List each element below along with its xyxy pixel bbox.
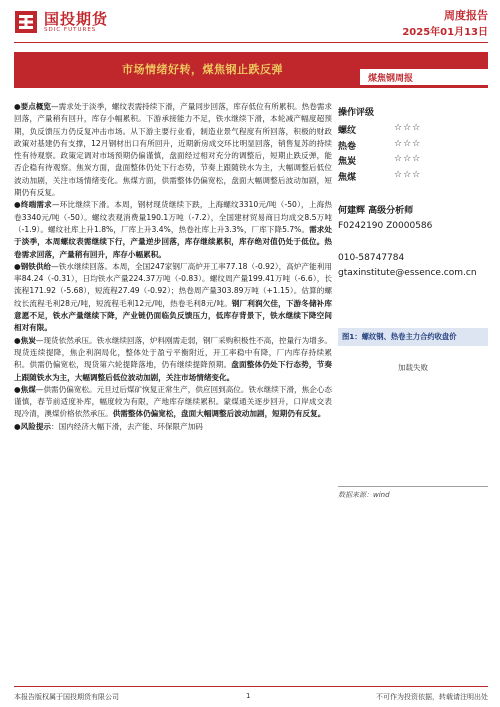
- rating-title: 操作评级: [338, 108, 375, 118]
- report-series-label: 煤焦钢周报: [368, 74, 414, 84]
- analyst-license: F0242190 Z0000586: [338, 221, 433, 231]
- report-title: 市场情绪好转，煤焦钢止跌反弹: [122, 63, 283, 76]
- rating-row-coking-coal: [338, 170, 488, 186]
- analyst-phone: 010-58747784: [338, 253, 405, 263]
- star-rating-icon: ☆☆☆: [394, 154, 422, 164]
- sidebar: [338, 105, 488, 278]
- analyst-name: 何建辉 高级分析师: [338, 206, 414, 216]
- section-text: —铁水继续回落。本周，全国247家钢厂高炉开工率77.18（-0.92），高炉产能利用率84.24（-0.31），日均铁水产量224.37万吨（-0.83）。螺纹周产量199.41万吨（-6.6），长流程171.92（-5.68），短流程27.49（-0.92）；热卷周产量303.89万吨（+1.15）。估算的螺纹长流程毛利28元/吨，短流程毛利12元/吨，热卷毛利8元/吨。: [14, 261, 332, 308]
- section-heading: 终端需求: [20, 200, 52, 210]
- sdic-logo-icon: [14, 10, 38, 34]
- figure-placeholder: 加载失败: [398, 363, 428, 372]
- rating-row-coke: [338, 154, 488, 170]
- section-conclusion: 需求处于淡季，本周螺纹表需继续下行，产量逆步回落，库存继续累积，库存绝对值仍处于低位。热卷需求回落，产量稍有回升，库存小幅累积。: [14, 224, 333, 259]
- section-conclusion: 钢厂利润欠佳，下游冬储补库意愿不足，铁水产量继续下降，产业链仍面临负反馈压力，低库存背景下，铁水继续下降空间相对有限。: [14, 298, 332, 333]
- figure-source: 数据来源：wind: [338, 491, 390, 499]
- section-coke: [14, 335, 332, 384]
- section-heading: 焦煤: [20, 384, 36, 394]
- section-conclusion: 盘面整体仍处下行态势，节奏上跟随铁水为主，大幅调整后低位波动加剧，关注市场情绪变化。: [14, 360, 332, 382]
- section-conclusion: 供需整体仍偏宽松，盘面大幅调整后波动加剧，短期仍有反复。: [112, 409, 326, 419]
- section-overview: [14, 101, 332, 199]
- star-rating-icon: ☆☆☆: [394, 169, 422, 180]
- logo-text-en: SDIC FUTURES: [44, 27, 97, 33]
- report-series-tab: [360, 69, 488, 85]
- section-supply: [14, 261, 332, 335]
- header-divider: [14, 42, 488, 43]
- star-rating-icon: ☆☆☆: [394, 123, 422, 133]
- bullet-icon: ●: [14, 261, 21, 271]
- rating-name: 焦炭: [338, 157, 357, 167]
- logo-text-cn: 国投期货: [44, 10, 109, 28]
- report-type: 周度报告: [444, 9, 488, 22]
- bullet-icon: ●: [14, 200, 21, 210]
- page-number: 1: [246, 692, 251, 700]
- figure-title: 图1：螺纹钢、热卷主力合约收盘价: [338, 328, 488, 346]
- section-text: —现货依然承压。铁水继续回落，炉料刚需走弱，钢厂采购积极性不高，控量行为增多。现货连续提降，焦企利润局化，整体处于盈亏平衡附近，开工率稳中有降，厂内库存持续累积。供需仍偏宽松，现货第六轮提降落地，仍有继续提降预期。: [14, 335, 333, 370]
- section-demand: [14, 199, 332, 260]
- footer-copyright: 本报告版权属于国投期货有限公司: [14, 693, 119, 701]
- bullet-icon: ●: [14, 421, 21, 431]
- analyst-email[interactable]: gtaxinstitute@essence.com.cn: [338, 268, 477, 278]
- rating-name: 螺纹: [338, 126, 357, 136]
- section-text: —供需仍偏宽松。元旦过后煤矿恢复正常生产，供应回到高位。铁水继续下滑，焦企心态谨慎，春节前适度补库，幅度较为有限，产地库存继续累积。蒙煤通关逐步回升，口岸成交表现冷清，澳煤价格依然承压。: [14, 384, 333, 419]
- sdic-futures-logo: [14, 8, 134, 40]
- title-banner: [14, 52, 488, 85]
- section-text: —环比继续下滑。本周，钢材现货继续下跌，上海螺纹3310元/吨（-50），上海热卷3340元/吨（-50）。螺纹表观消费量190.1万吨（-7.2），全国建材贸易商日均成交8.5万吨（-1.9）。螺纹社库上升1.8%，厂库上升3.4%，热卷社库上升3.3%，厂库下降5.7%。: [14, 200, 333, 234]
- section-heading: 钢铁供给: [20, 261, 52, 271]
- section-text: —需求处于淡季，螺纹表需持续下滑，产量同步回落，库存低位有所累积。热卷需求回落，产量稍有回升，库存小幅累积。下游承接能力不足，铁水继续下滑，本轮减产幅度超预期，负反馈压力仍反复冲击市场。从下游主要行业看，制造业景气程度有所回落，积极的财政政策对基建仍有支撑，12月钢材出口有所回升，近期新房成交环比明显回落，销售复苏的持续性有待观察。政策定调对市场预期仍偏谨慎，盘面经过相对充分的调整后，短期止跌反弹，能否企稳有待观察。焦炭方面，盘面整体仍处下行态势，节奏上跟随铁水为主，大幅调整后低位波动加剧，关注市场情绪变化。焦煤方面，供需整体仍偏宽松，盘面大幅调整后波动加剧，短期仍有反复。: [14, 102, 333, 198]
- figure-divider: [338, 486, 488, 487]
- section-heading: 焦炭: [20, 335, 36, 345]
- main-content: [14, 101, 332, 433]
- section-text: ：国内经济大幅下滑，去产能、环保限产加码: [51, 421, 203, 431]
- section-coking-coal: [14, 384, 332, 421]
- section-heading: 风险提示: [20, 421, 52, 431]
- bullet-icon: ●: [14, 335, 21, 345]
- footer-divider: [14, 686, 488, 687]
- rating-row-rebar: [338, 123, 488, 139]
- rating-row-hot-coil: [338, 139, 488, 155]
- banner-divider: [14, 85, 488, 88]
- star-rating-icon: ☆☆☆: [394, 138, 422, 149]
- page-header: [0, 0, 500, 50]
- report-date: 2025年01月13日: [402, 27, 488, 38]
- rating-name: 热卷: [338, 141, 357, 152]
- section-heading: 要点概览: [20, 102, 52, 111]
- section-risk: [14, 421, 332, 433]
- rating-name: 焦煤: [338, 172, 357, 183]
- footer-disclaimer: 不可作为投资依据，转载请注明出处: [376, 693, 488, 701]
- bullet-icon: ●: [14, 102, 21, 111]
- bullet-icon: ●: [14, 384, 21, 394]
